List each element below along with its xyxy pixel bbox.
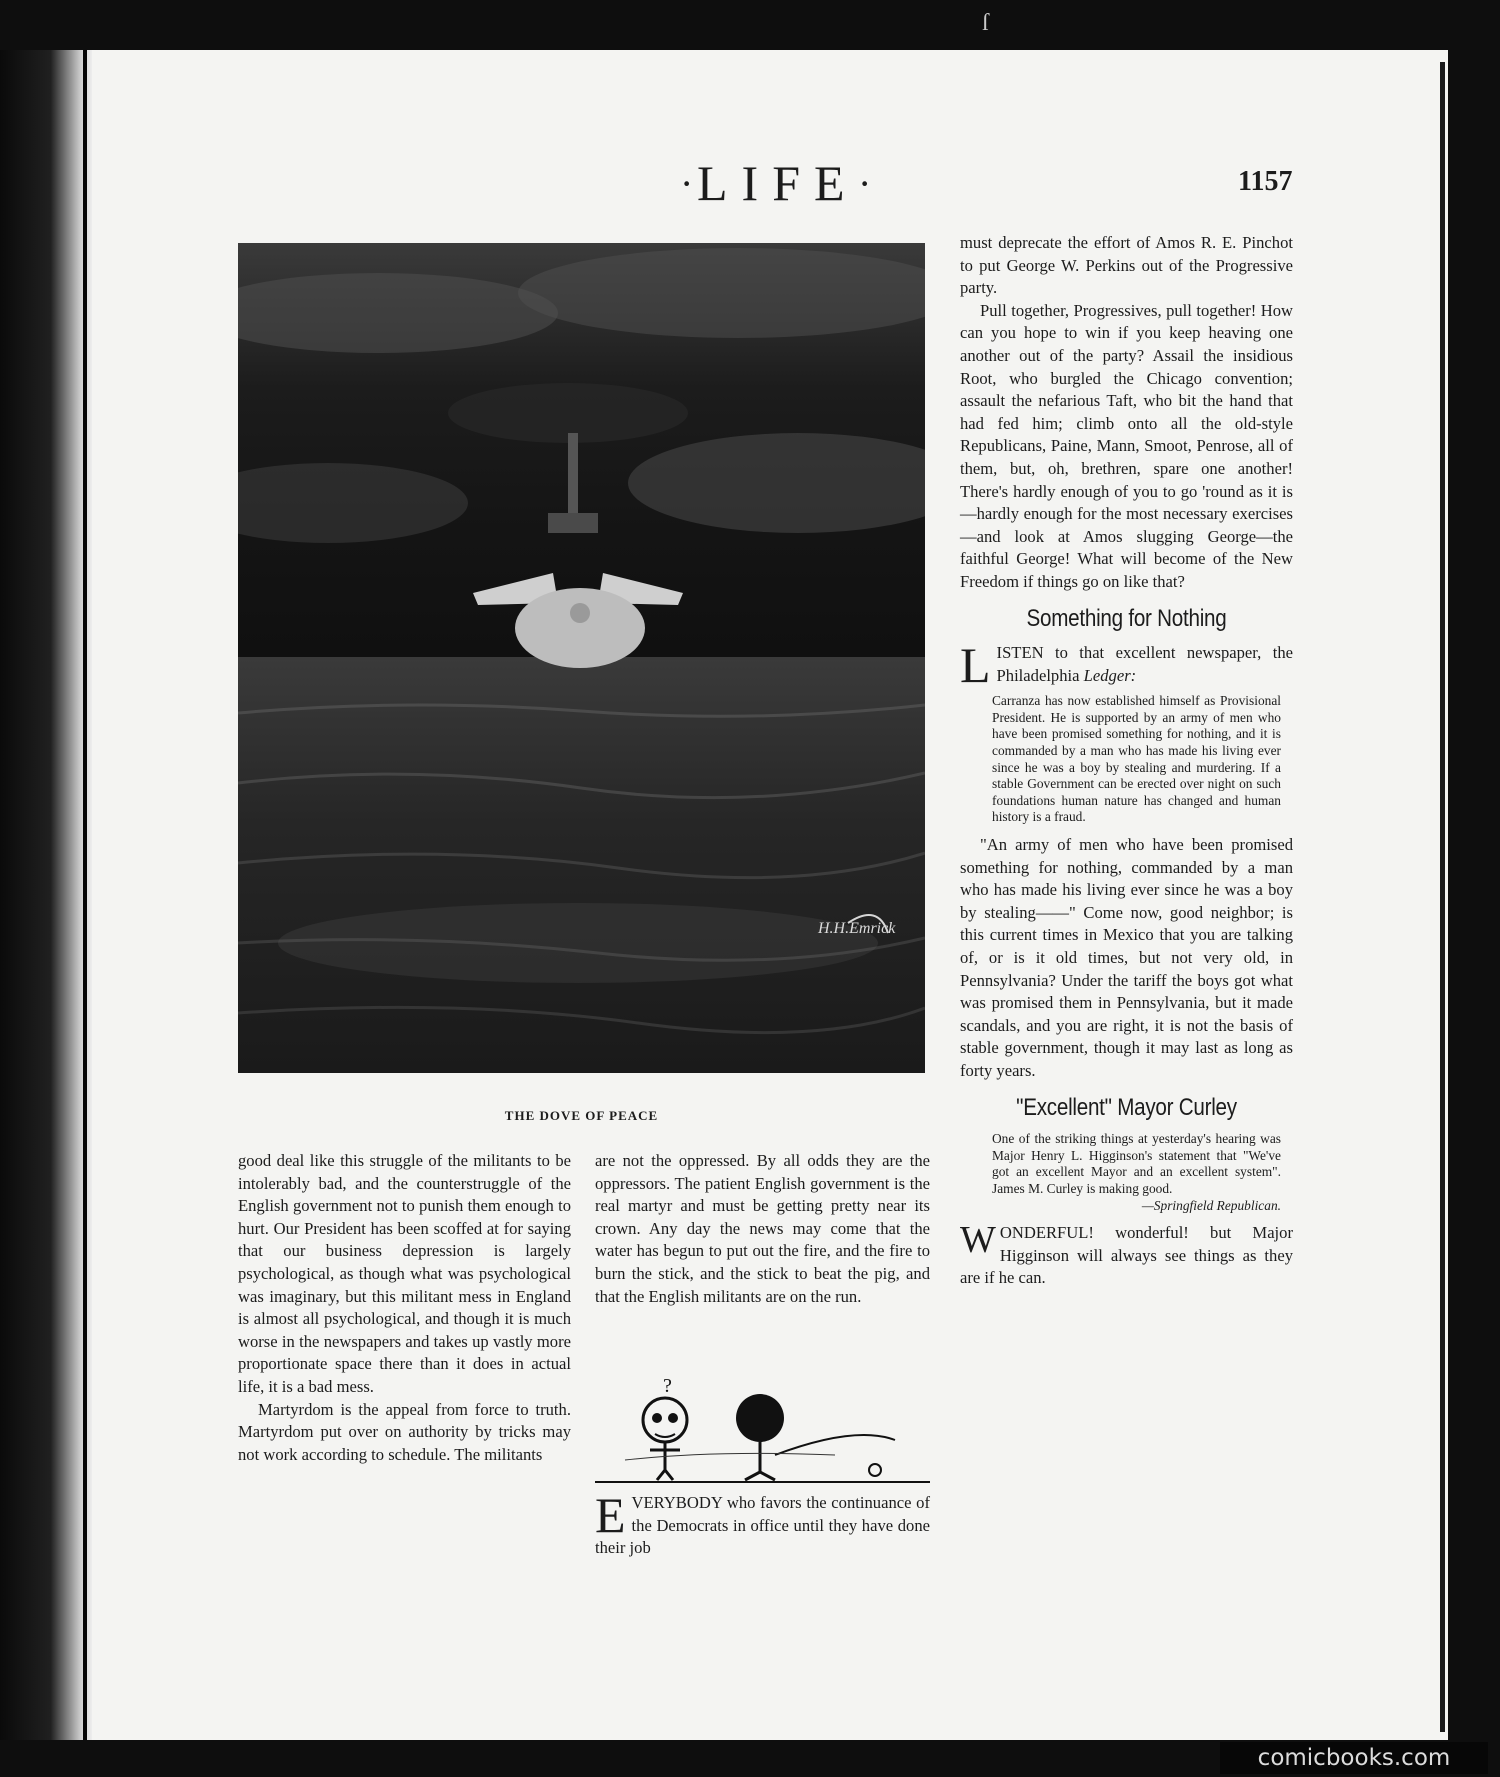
masthead-title: LIFE (697, 155, 859, 211)
cartoon-question-mark: ? (663, 1375, 672, 1397)
middle-column-paragraph: are not the oppressed. By all odds they are the oppressors. The patient English government is the real martyr and must be getting pretty near its crown. Any day the news may come that the water has begun to put out the fire, and the fire to burn the stick, and the stick to beat the pig, and that the English militants are on the run. (595, 1151, 930, 1306)
left-column-paragraph: good deal like this struggle of the militants to be intolerably bad, and the counterstruggle of the English government not to punish them enough to hurt. Our President has been scoffed at for saying that our business depression is largely psychological, as though what was psychological was imaginary, but this militant mess in England is almost all psychological, and though it is much worse in the newspapers and takes up vastly more proportionate space there than it does in actual life, it is a bad mess. (238, 1151, 571, 1396)
drop-cap: E (595, 1487, 626, 1543)
binding-spine (0, 50, 92, 1740)
masthead-dot-right: · (858, 161, 872, 206)
cartoon-illustration (595, 1370, 930, 1486)
quote-source: —Springfield Republican. (1141, 1197, 1281, 1213)
dove-of-peace-illustration (238, 243, 925, 1073)
margin-mark: ſ (982, 10, 989, 36)
section-heading: "Excellent" Mayor Curley (1016, 1093, 1237, 1121)
illustration-signature: H.H.Emrick (818, 920, 896, 937)
block-quote: Carranza has now established himself as Provisional President. He is supported by an army of men who have been promised something for nothing, and it is commanded by a man who has made his living ever since he was a boy by stealing and murdering. If a stable Government can be erected over night on such foundations human nature has changed and human history is a fraud. (992, 693, 1281, 825)
binding-line (83, 50, 87, 1740)
page-edge (1440, 62, 1445, 1732)
middle-column-lower (595, 1487, 930, 1560)
left-column-paragraph: Martyrdom is the appeal from force to truth. Martyrdom put over on authority by tricks may not work according to schedule. The militants (238, 1399, 571, 1464)
left-column (238, 1150, 571, 1466)
block-quote: One of the striking things at yesterday's hearing was Major Henry L. Higginson's statement that "We've got an excellent Mayor and an excellent system". James M. Curley is making good. (992, 1131, 1281, 1196)
right-column-paragraph: Pull together, Progressives, pull together! How can you hope to win if you keep heaving one another out of the party? Assail the insidious Root, who burgled the Chicago convention; assault the nefarious Taft, who bit the hand that had fed him; climb onto all the old-style Republicans, Paine, Mann, Smoot, Penrose, all of them, but, oh, brethren, spare one another! There's hardly enough of you to go 'round as it is—hardly enough for the most necessary exercises—and look at Amos slugging George—the faithful George! What will become of the New Freedom if things go on like that? (960, 300, 1293, 591)
middle-column (595, 1150, 930, 1308)
drop-cap: W (960, 1219, 996, 1262)
middle-column-paragraph: VERYBODY who favors the continuance of the Democrats in office until they have done their job (595, 1493, 930, 1558)
right-column-paragraph: must deprecate the effort of Amos R. E. Pinchot to put George W. Perkins out of the Progressive party. (960, 233, 1293, 298)
page-number: 1157 (1238, 166, 1293, 197)
newspaper-name: Ledger: (1083, 665, 1137, 685)
watermark: comicbooks.com (1220, 1742, 1488, 1774)
section-body: "An army of men who have been promised something for nothing, commanded by a man who has made his living ever since he was a boy by stealing——" Come now, good neighbor; is this current times in Mexico that you are talking of, or is it old times, but not very old, in Pennsylvania? Under the tariff the boys got what was promised them in Pennsylvania, but it made scandals, and you are right, it is not the basis of stable government, though it may last as long as forty years. (960, 835, 1293, 1080)
right-column (960, 232, 1293, 1290)
masthead-dot-left: · (680, 161, 694, 206)
section-heading: Something for Nothing (1026, 604, 1227, 632)
section-lead: ISTEN to that excellent newspaper, the Philadelphia (996, 643, 1293, 685)
illustration-caption: THE DOVE OF PEACE (504, 1108, 659, 1123)
section-body: ONDERFUL! wonderful! but Major Higginson will always see things as they are if he can. (960, 1223, 1293, 1288)
drop-cap: L (960, 637, 991, 694)
